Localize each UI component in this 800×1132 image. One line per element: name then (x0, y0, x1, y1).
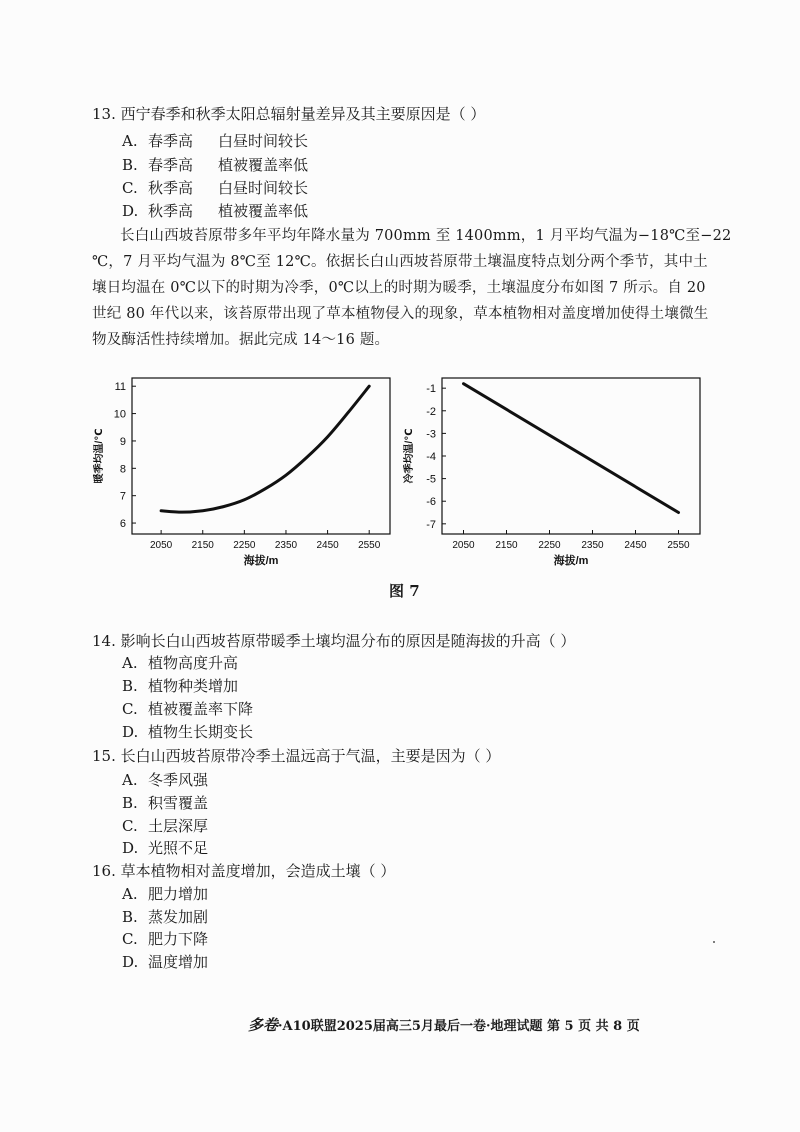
x-tick-label: 2050 (452, 540, 475, 551)
q15-stem: 15. 长白山西坡苔原带冷季土温远高于气温，主要是因为（ ） (92, 747, 501, 765)
passage-line-4: 世纪 80 年代以来，该苔原带出现了草本植物侵入的现象，草本植物相对盖度增加使得土壤微生 (92, 306, 709, 322)
series-line (464, 384, 679, 513)
x-tick-label: 2250 (233, 540, 256, 551)
y-tick-label: 7 (119, 490, 126, 503)
q13-option-a: A. 春季高 白昼时间较长 (122, 132, 309, 150)
y-tick-label: 10 (113, 408, 126, 421)
q14-stem: 14. 影响长白山西坡苔原带暖季土壤均温分布的原因是随海拔的升高（ ） (92, 632, 576, 650)
q16-stem: 16. 草本植物相对盖度增加，会造成土壤（ ） (92, 862, 396, 880)
print-speck (713, 941, 715, 943)
x-tick-label: 2150 (191, 540, 214, 551)
passage-line-1: 长白山西坡苔原带多年平均年降水量为 700mm 至 1400mm，1 月平均气温为−18℃至−22 (120, 228, 732, 244)
x-axis-label: 海拔/m (553, 555, 589, 567)
passage-line-5: 物及酶活性持续增加。据此完成 14～16 题。 (92, 332, 390, 348)
passage-line-3: 壤日均温在 0℃以下的时期为冷季，0℃以上的时期为暖季，土壤温度分布如图 7 所示。自 20 (92, 280, 706, 296)
x-tick-label: 2450 (624, 540, 647, 551)
y-tick-label: -6 (426, 496, 436, 509)
warm-season-chart (90, 368, 400, 578)
footer-text: ·A10联盟2025届高三5月最后一卷·地理试题 第 5 页 共 8 页 (278, 1019, 640, 1034)
x-tick-label: 2350 (581, 540, 604, 551)
y-tick-label: -7 (426, 518, 436, 531)
q13-option-b: B. 春季高 植被覆盖率低 (122, 156, 309, 174)
q14-option-b: B. 植物种类增加 (122, 677, 239, 695)
q15-option-c: C. 土层深厚 (122, 817, 209, 835)
q14-option-a: A. 植物高度升高 (122, 654, 239, 672)
plot-frame (442, 378, 700, 534)
q16-option-a: A. 肥力增加 (122, 885, 209, 903)
y-tick-label: -4 (426, 451, 436, 463)
y-tick-label: 9 (119, 435, 126, 448)
brand-logo: 多卷 (248, 1016, 279, 1034)
q13-option-d: D. 秋季高 植被覆盖率低 (122, 202, 309, 220)
x-tick-label: 2450 (316, 540, 339, 551)
y-tick-label: 11 (114, 381, 126, 394)
q14-option-c: C. 植被覆盖率下降 (122, 700, 254, 718)
x-tick-label: 2550 (667, 540, 690, 551)
q16-option-d: D. 温度增加 (122, 953, 209, 971)
q14-option-d: D. 植物生长期变长 (122, 723, 254, 741)
y-tick-label: 8 (119, 463, 126, 476)
y-tick-label: -2 (426, 405, 436, 418)
y-axis-label: 暖季均温/℃ (94, 428, 105, 484)
q16-option-c: C. 肥力下降 (122, 930, 209, 948)
x-tick-label: 2050 (150, 540, 173, 551)
q15-option-b: B. 积雪覆盖 (122, 794, 209, 812)
q15-option-d: D. 光照不足 (122, 839, 209, 857)
x-tick-label: 2150 (495, 540, 518, 551)
q15-option-a: A. 冬季风强 (122, 771, 209, 789)
q13-option-c: C. 秋季高 白昼时间较长 (122, 179, 309, 197)
y-tick-label: -3 (426, 428, 436, 441)
cold-season-chart (404, 368, 708, 578)
y-tick-label: -1 (426, 383, 436, 396)
x-axis-label: 海拔/m (243, 555, 279, 567)
x-tick-label: 2550 (358, 540, 381, 551)
y-axis-label: 冷季均温/℃ (404, 428, 415, 484)
x-tick-label: 2250 (538, 540, 561, 551)
x-tick-label: 2350 (274, 540, 298, 551)
y-tick-label: -5 (426, 473, 436, 486)
footer (248, 1014, 640, 1035)
q16-option-b: B. 蒸发加剧 (122, 908, 209, 926)
y-tick-label: 6 (119, 518, 126, 531)
figure-caption: 图 7 (389, 582, 420, 600)
series-line (161, 386, 369, 512)
passage-line-2: ℃，7 月平均气温为 8℃至 12℃。依据长白山西坡苔原带土壤温度特点划分两个季节，其中土 (92, 254, 708, 270)
q13-stem: 13. 西宁春季和秋季太阳总辐射量差异及其主要原因是（ ） (92, 105, 486, 123)
